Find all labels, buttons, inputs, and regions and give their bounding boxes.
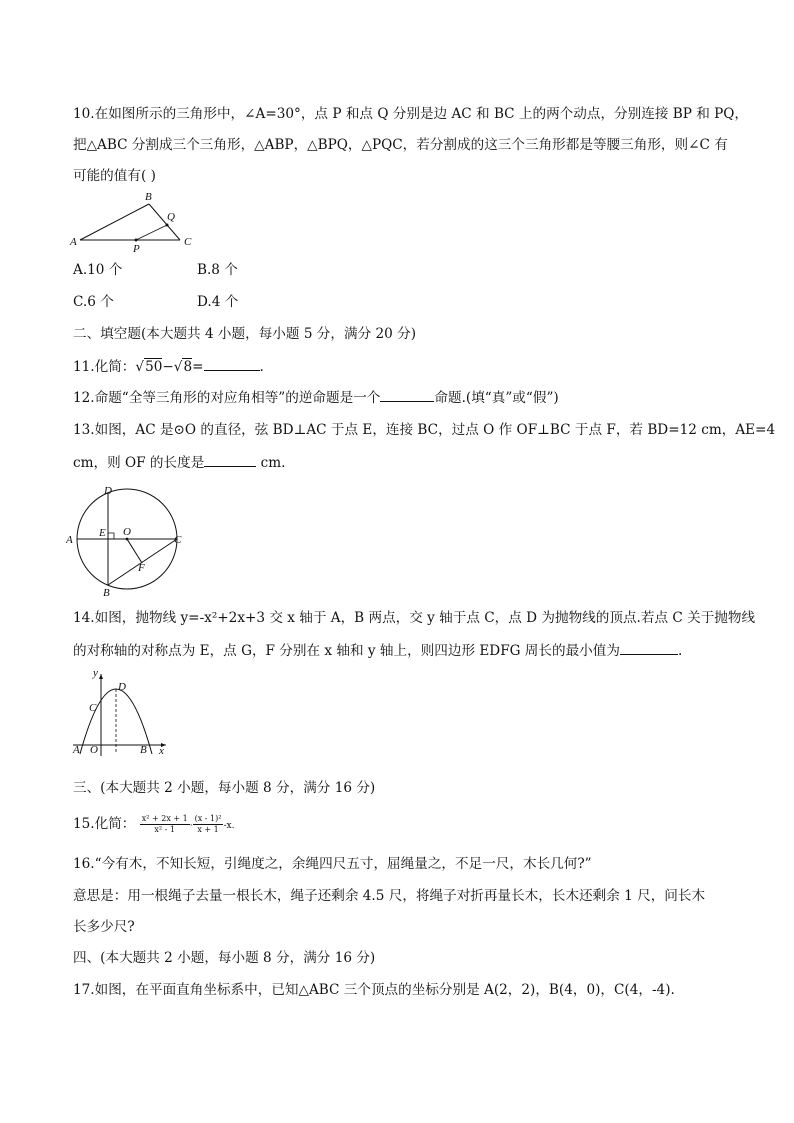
- q14-label-x: x: [159, 745, 164, 757]
- q10-line-2: 把△ABC 分割成三个三角形，△ABP，△BPQ，△PQC，若分割成的这三个三角形都是等腰三角形，则∠C 有: [73, 137, 728, 153]
- q10-label-b: B: [145, 191, 152, 203]
- q14-parabola-figure: [68, 666, 172, 758]
- q13-label-o: O: [123, 526, 131, 538]
- q11-radicand-a: 50: [145, 359, 163, 375]
- q10-label-p: P: [133, 243, 140, 255]
- q11-answer-blank: [204, 356, 260, 371]
- q16-line-2: 意思是：用一根绳子去量一根长木，绳子还剩余 4.5 尺，将绳子对折再量长木，长木还剩余 1 尺，问长木: [73, 888, 706, 904]
- section-3-heading: 三、(本大题共 2 小题，每小题 8 分，满分 16 分): [73, 780, 376, 796]
- q14-line-1: 14.如图，抛物线 y=-x²+2x+3 交 x 轴于 A，B 两点，交 y 轴于点 C，点 D 为抛物线的顶点.若点 C 关于抛物线: [73, 610, 756, 626]
- q15-line: 15.化简： $\frac{\text{x² + 2x + 1}}{\text{x² - 1}}$ · $\frac{\text{(x - 1)²}}{x + 1}$ -x.: [73, 814, 235, 834]
- q16-line-1: 16.“今有木，不知长短，引绳度之，余绳四尺五寸，屈绳量之，不足一尺，木长几何?”: [73, 856, 592, 872]
- q10-label-q: Q: [167, 211, 175, 223]
- q12-answer-blank: [380, 387, 434, 402]
- q14-label-a: A: [73, 744, 80, 756]
- q13-label-c: C: [174, 534, 182, 546]
- q14-label-c: C: [89, 702, 97, 714]
- q10-option-c: C.6 个: [73, 294, 114, 310]
- q10-line-1: 10.在如图所示的三角形中，∠A=30°，点 P 和点 Q 分别是边 AC 和 BC 上的两个动点，分别连接 BP 和 PQ，: [73, 106, 749, 122]
- q13-line-1: 13.如图，AC 是⊙O 的直径，弦 BD⊥AC 于点 E，连接 BC，过点 O 作 OF⊥BC 于点 F，若 BD=12 cm，AE=4: [73, 422, 776, 438]
- q15-fraction-1: $\frac{\text{x² + 2x + 1}}{\text{x² - 1}}$: [141, 814, 188, 834]
- q13-label-f: F: [138, 562, 145, 574]
- q10-label-c: C: [184, 236, 192, 248]
- q10-option-d: D.4 个: [197, 294, 239, 310]
- q14-label-o: O: [90, 744, 98, 756]
- q14-label-d: D: [118, 681, 126, 693]
- q14-line-2: 的对称轴的对称点为 E，点 G，F 分别在 x 轴和 y 轴上，则四边形 EDFG 周长的最小值为 .: [73, 640, 733, 661]
- q13-line-2: cm，则 OF 的长度是 cm.: [73, 452, 733, 473]
- q17-line-1: 17.如图，在平面直角坐标系中，已知△ABC 三个顶点的坐标分别是 A(2，2)，B(4，0)，C(4，-4).: [73, 982, 675, 998]
- q13-circle-figure: [66, 486, 192, 598]
- q10-label-a: A: [70, 236, 77, 248]
- q13-label-e: E: [99, 527, 106, 539]
- q14-answer-blank: [620, 640, 678, 655]
- q12-line: 12.命题“全等三角形的对应角相等”的逆命题是一个 命题.(填“真”或“假”): [73, 387, 733, 408]
- q10-option-a: A.10 个: [73, 262, 123, 278]
- q13-label-a: A: [66, 534, 73, 546]
- q11-prefix: 11.化简：: [73, 359, 136, 375]
- q10-line-3: 可能的值有( ): [73, 168, 156, 184]
- q11-radicand-b: 8: [183, 359, 193, 375]
- q11-line: 11.化简：√50−√8= .: [73, 356, 733, 377]
- q13-answer-blank: [204, 452, 256, 467]
- section-2-heading: 二、填空题(本大题共 4 小题，每小题 5 分，满分 20 分): [73, 326, 417, 342]
- q14-label-b: B: [140, 744, 147, 756]
- q13-label-d: D: [104, 486, 112, 497]
- q14-label-y: y: [93, 667, 98, 679]
- q13-label-b: B: [103, 587, 110, 598]
- q10-option-b: B.8 个: [197, 262, 238, 278]
- q16-line-3: 长多少尺?: [73, 919, 135, 935]
- q10-triangle-figure: [66, 188, 206, 256]
- section-4-heading: 四、(本大题共 2 小题，每小题 8 分，满分 16 分): [73, 950, 376, 966]
- q15-fraction-2: $\frac{\text{(x - 1)²}}{x + 1}$: [194, 814, 222, 834]
